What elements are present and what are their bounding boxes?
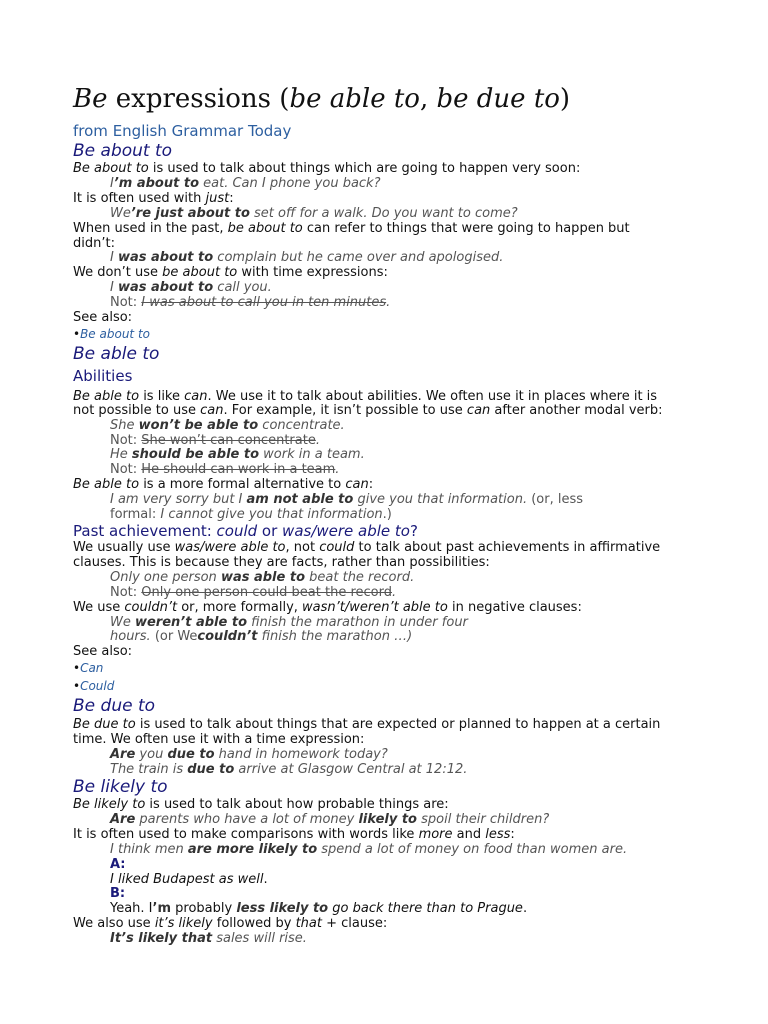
example: Only one person was able to beat the record.	[110, 570, 415, 585]
paragraph: Be able to is a more formal alternative to can:	[73, 477, 374, 492]
example: We weren’t able to finish the marathon in under four	[110, 615, 468, 630]
example: Not: He should can work in a team.	[110, 462, 340, 477]
example: Are parents who have a lot of money likely to spoil their children?	[110, 812, 550, 827]
see-also-link-could[interactable]: •Could	[73, 679, 115, 693]
example: formal: I cannot give you that information.)	[110, 507, 392, 522]
example: Yeah. I’m probably less likely to go back there than to Prague.	[110, 901, 528, 916]
paragraph: It is often used with just:	[73, 191, 234, 206]
example: He should be able to work in a team.	[110, 447, 365, 462]
example: She won’t be able to concentrate.	[110, 418, 345, 433]
example: Not: I was about to call you in ten minutes.	[110, 295, 391, 310]
example: It’s likely that sales will rise.	[110, 931, 307, 946]
example: I think men are more likely to spend a lot of money on food than women are.	[110, 842, 628, 857]
heading-be-due-to: Be due to	[73, 696, 156, 716]
paragraph: We use couldn’t or, more formally, wasn’t/weren’t able to in negative clauses:	[73, 600, 582, 615]
paragraph: Be able to is like can. We use it to talk about abilities. We often use it in places where it is	[73, 389, 658, 404]
paragraph: It is often used to make comparisons with words like more and less:	[73, 827, 515, 842]
paragraph: Be about to is used to talk about things which are going to happen very soon:	[73, 161, 581, 176]
example: I was about to call you.	[110, 280, 272, 295]
page-title: Be expressions (be able to, be due to)	[73, 84, 571, 114]
heading-be-able-to: Be able to	[73, 344, 160, 364]
source-line: from English Grammar Today	[73, 122, 292, 140]
paragraph: We also use it’s likely followed by that + clause:	[73, 916, 388, 931]
see-also-link-can[interactable]: •Can	[73, 661, 104, 675]
example: I liked Budapest as well.	[110, 872, 268, 887]
example: I was about to complain but he came over and apologised.	[110, 250, 504, 265]
paragraph: time. We often use it with a time expression:	[73, 732, 365, 747]
subheading-abilities: Abilities	[73, 367, 133, 385]
example: hours. (or Wecouldn’t finish the marathon …)	[110, 629, 413, 644]
heading-be-likely-to: Be likely to	[73, 777, 168, 797]
see-also-link-be-about-to[interactable]: •Be about to	[73, 327, 150, 341]
paragraph: clauses. This is because they are facts, rather than possibilities:	[73, 555, 490, 570]
paragraph: We usually use was/were able to, not could to talk about past achievements in affirmative	[73, 540, 661, 555]
example: I am very sorry but I am not able to give you that information. (or, less	[110, 492, 584, 507]
see-also: See also:	[73, 310, 133, 325]
paragraph: Be due to is used to talk about things that are expected or planned to happen at a certain	[73, 717, 661, 732]
paragraph: When used in the past, be about to can refer to things that were going to happen but	[73, 221, 630, 236]
see-also: See also:	[73, 644, 133, 659]
example: The train is due to arrive at Glasgow Central at 12:12.	[110, 762, 468, 777]
example: We’re just about to set off for a walk. Do you want to come?	[110, 206, 518, 221]
speaker-b: B:	[110, 886, 126, 901]
paragraph: didn’t:	[73, 236, 115, 251]
example: Are you due to hand in homework today?	[110, 747, 388, 762]
subheading-past-achievement: Past achievement: could or was/were able to?	[73, 522, 418, 540]
paragraph: not possible to use can. For example, it isn’t possible to use can after another modal verb:	[73, 403, 663, 418]
example: Not: She won’t can concentrate.	[110, 433, 320, 448]
paragraph: Be likely to is used to talk about how probable things are:	[73, 797, 449, 812]
speaker-a: A:	[110, 857, 126, 872]
example: I’m about to eat. Can I phone you back?	[110, 176, 381, 191]
paragraph: We don’t use be about to with time expressions:	[73, 265, 388, 280]
heading-be-about-to: Be about to	[73, 141, 173, 161]
source-link[interactable]: English Grammar Today	[112, 122, 292, 140]
example: Not: Only one person could beat the record.	[110, 585, 397, 600]
